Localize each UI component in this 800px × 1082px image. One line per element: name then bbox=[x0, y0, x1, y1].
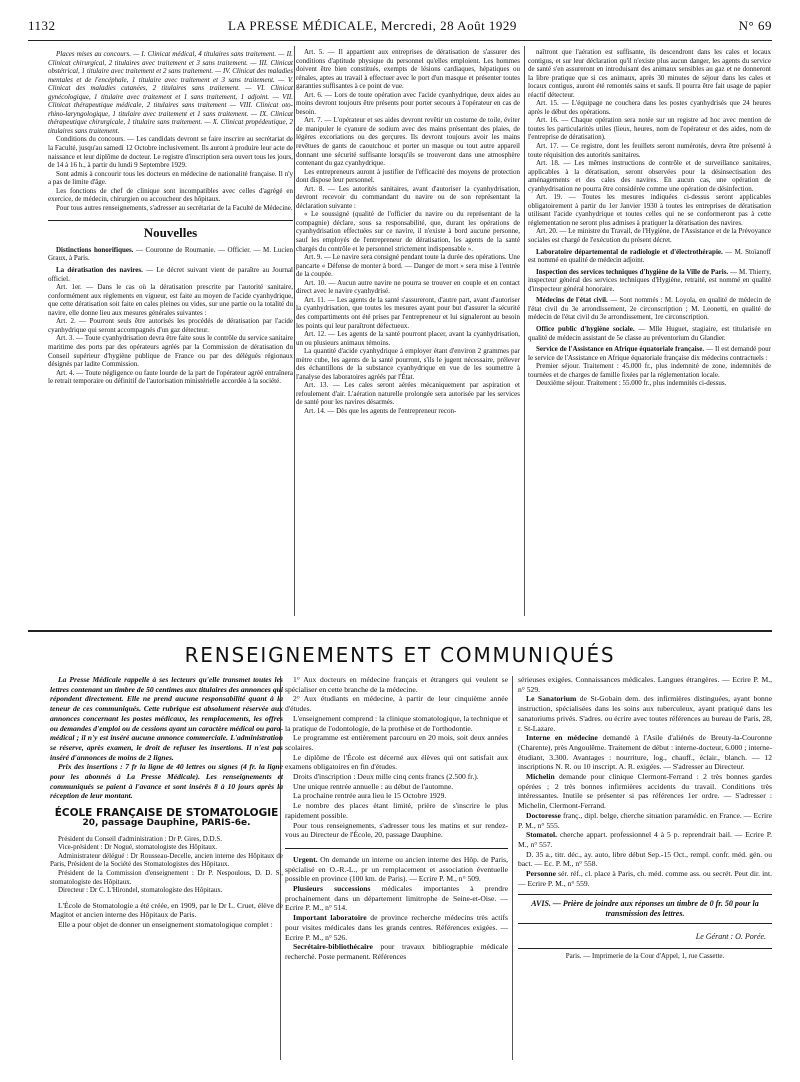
ad-text: franç., dipl. belge, cherche situation paramédic. en France. — Ecrire P. M., n° 555. bbox=[518, 810, 772, 830]
ad-heading: Plusieurs successions bbox=[293, 884, 371, 894]
column-divider bbox=[524, 46, 525, 616]
news-text: — Sont nommés : M. Loyola, en qualité de médecin de l'état civil du 3e arrondissement, 2e circonscription ; M. Leonetti, en qualité de médecin de l'état civil du 3e arrondissement, 1re circonscription. bbox=[528, 296, 771, 322]
paragraph: Pour tous renseignements, s'adresser tous les matins et sur rendez-vous au Directeur de l'École, 20, passage Dauphine. bbox=[285, 820, 508, 840]
column-middle bbox=[296, 48, 520, 628]
ad-heading: Michelin bbox=[526, 772, 555, 782]
paragraph: Elle a pour objet de donner un enseignement stomatologique complet : bbox=[58, 920, 273, 930]
news-heading: Médecins de l'état civil. bbox=[536, 296, 608, 305]
issue-number: N° 69 bbox=[738, 18, 772, 33]
page-header bbox=[28, 18, 772, 38]
column-left bbox=[48, 50, 293, 628]
ad-heading: Secrétaire-bibliothécaire bbox=[293, 942, 373, 952]
news-heading: Laboratoire départemental de radiologie et d'électrothérapie. bbox=[536, 247, 723, 256]
ad-heading: Doctoresse bbox=[526, 810, 561, 820]
ad-text: de province recherche médecins très actifs pour visites médicales dans les grands centres. Références exigées. — Ecrire P. M., n° 526. bbox=[285, 913, 508, 942]
article: Art. 1er. — Dans le cas où la dératisation prescrite par l'autorité sanitaire, conformément aux règlements en vigueur, est faite au moyen de l'acide cyanhydrique, que cette dératisation soit faite en cales pleines ou vides, sur une partie ou la totalité du navire, elle donne lieu aux mesures générales suivantes : bbox=[48, 283, 293, 317]
paragraph: L'enseignement comprend : la clinique stomatologique, la technique et la pratique de l'odontologie, de la prothèse et de l'orthodontie. bbox=[285, 713, 508, 733]
article: Art. 7. — L'opérateur et ses aides devront revêtir un costume de toile, éviter de manipuler le cyanure de sodium avec des mains présentant des plaies, de légères excoriations ou des gerçures. Ils devront toujours avoir les mains revêtues de gants de caoutchouc et porter un masque ou tout autre appareil donnant une sécurité suffisante lorsqu'ils se trouveront dans une atmosphère contenant du gaz cyanhydrique. bbox=[296, 116, 520, 168]
paragraph: Une unique rentrée annuelle : au début de l'automne. bbox=[293, 781, 454, 791]
paragraph: La prochaine rentrée aura lieu le 15 Octobre 1929. bbox=[293, 791, 447, 801]
article: naîtront que l'aération est suffisante, ils descendront dans les cales et locaux contigus, et sur leur déclaration qu'il n'existe plus aucun danger, les agents du service de santé s'en assureront en introduisant des animaux sensibles au gaz et ne donneront la libre pratique que si ces animaux, après 30 minutes de séjour dans les cales et locaux contigus, auront été remontés sains et saufs. Il pourra être fait usage de papier réactif détecteur. bbox=[528, 48, 771, 99]
article: Art. 16. — Chaque opération sera notée sur un registre ad hoc avec mention de toutes les particularités utiles (lieux, heures, nom de l'opérateur et des aides, nom de l'entreprise de dératisation). bbox=[528, 116, 771, 142]
staff-line: Directeur : Dr C. L'Hirondel, stomatologiste des Hôpitaux. bbox=[58, 886, 223, 895]
article: Art. 17. — Ce registre, dont les feuillets seront numérotés, devra être présenté à toute réquisition des autorités sanitaires. bbox=[528, 142, 771, 159]
paragraph: Places mises au concours. — I. Clinicat médical, 4 titulaires sans traitement. — II. Clinicat chirurgical, 2 titulaires avec traitement et 3 sans traitement. — III. Clinicat obstétrical, 1 titulaire avec traitement et 2 sans traitement. — IV. Clinicat des maladies mentales et de l'encéphale, 1 titulaire avec traitement et 3 sans traitement. — V. Clinicat des maladies cutanées, 2 titulaires sans traitement. — VI. Clinicat gynécologique, 1 titulaire avec traitement et 1 sans traitement, 1 adjoint. — VII. Clinicat thérapeutique médicale, 2 titulaires sans traitement — VIII. Clinicat oto-rhino-laryngologique, 1 titulaire avec traitement et 1 sans traitement. — IX. Clinicat thérapeutique chirurgicale, 1 titulaire sans traitement. — X. Clinicat propédeutique, 2 titulaires sans traitement. bbox=[48, 50, 293, 135]
paragraph: Sont admis à concourir tous les docteurs en médecine de nationalité française. Il n'y a pas de limite d'âge. bbox=[48, 169, 293, 187]
article: Art. 8. — Les autorités sanitaires, avant d'autoriser la cyanhydrisation, devront recevoir du commandant du navire ou de son représentant la déclaration suivante : bbox=[296, 184, 520, 210]
paragraph: Le diplôme de l'École est décerné aux élèves qui ont satisfait aux examens obligatoires en fin d'études. bbox=[285, 752, 508, 772]
ad-text: demande pour clinique Clermont-Ferrand : 2 très bonnes gardes opérées ; 2 très bonnes infirmières accidents du travail. Conditions très intéressantes. Inutile se présenter si pas références 1er ordre. — S'adresser : Michelin, Clermont-Ferrand. bbox=[518, 772, 772, 811]
school-address: 20, passage Dauphine, PARIS-6e. bbox=[82, 817, 251, 828]
ad-text: On demande un interne ou ancien interne des Hôp. de Paris, spécialisé en O.-R.-L., pr un remplacement et association éventuelle possible en province (100 km. de Paris). — Ecrire P. M., n° 509. bbox=[285, 854, 508, 884]
printer-imprint: Paris. — Imprimerie de la Cour d'Appel, 1, rue Cassette. bbox=[518, 948, 772, 962]
ad-text: pour travaux bibliographie médicale recherché. Poste permanent. Références bbox=[285, 942, 508, 961]
section-title-nouvelles: Nouvelles bbox=[48, 220, 293, 238]
article: Art. 4. — Toute négligence ou faute lourde de la part de l'opérateur agréé entraînera le retrait temporaire ou définitif de l'autorisation ministérielle accordée à la société. bbox=[48, 368, 293, 386]
ad-text: cherche appart. professionnel 4 à 5 p. reprendrait bail. — Ecrire P. M., n° 557. bbox=[518, 830, 772, 849]
news-heading: Office public d'hygiène sociale. bbox=[536, 324, 635, 333]
article: Art. 18. — Les mêmes instructions de contrôle et de surveillance sanitaires, applicables à la dératisation, seront observées pour la désinsectisation des aménagements et des cales des navires. En aucun cas, une opération de cyanhydrisation ne pourra être considérée comme une opération de désinfection. bbox=[528, 159, 771, 193]
ad-heading: Personne bbox=[526, 869, 556, 879]
paragraph: Deuxième séjour. Traitement : 55.000 fr., plus indemnités ci-dessus. bbox=[536, 379, 727, 388]
ad-text: médicales importantes à prendre prochainement dans un département limitrophe de Seine-et-Oise. — Ecrire P. M., n° 514. bbox=[285, 884, 508, 913]
header-rule bbox=[28, 40, 772, 41]
paragraph: Conditions du concours. — Les candidats devront se faire inscrire au secrétariat de la Faculté, jusqu'au samedi 12 Octobre inclusivement. Ils auront à produire leur acte de naissance et leur diplôme de docteur. Le registre d'inscription sera ouvert tous les jours, de 14 à 16 h., à partir du lundi 9 Septembre 1929. bbox=[48, 135, 293, 170]
paragraph: L'École de Stomatologie a été créée, en 1909, par le Dr L. Cruet, élève de Magitot et ancien interne des Hôpitaux de Paris. bbox=[50, 900, 283, 920]
article: Art. 19. — Toutes les mesures indiquées ci-dessus seront applicables obligatoirement à partir du 1er Janvier 1930 à toutes les entreprises de dératisation utilisant l'acide cyanhydrique et toutes celles qui ne se conformeront pas à cette réglementation ne seront plus admises à pratiquer la dératisation des navires. bbox=[528, 193, 771, 227]
news-heading: Distinctions honorifiques. bbox=[56, 245, 134, 254]
banner-title: RENSEIGNEMENTS ET COMMUNIQUÉS bbox=[184, 643, 616, 667]
lower-column-right bbox=[518, 675, 772, 961]
news-text: — M. Stoïanoff est nommé en qualité de médecin adjoint. bbox=[528, 247, 771, 265]
ad-heading: Le Sanatorium bbox=[526, 694, 577, 704]
ad-text: sér. réf., cl. place à Paris, ch. méd. comme ass. ou secrét. Peut dir. int. — Ecrire P. M., n° 559. bbox=[518, 869, 772, 888]
news-text: — Mlle Huguet, stagiaire, est titularisée en qualité de médecin assistant de 5e classe au préventorium du Glandier. bbox=[528, 324, 771, 342]
journal-title: LA PRESSE MÉDICALE, Mercredi, 28 Août 1929 bbox=[228, 18, 517, 33]
ad-text: sérieuses exigées. Connaissances médicales. Langues étrangères. — Ecrire P. M., n° 529. bbox=[518, 675, 772, 694]
column-right bbox=[528, 48, 771, 628]
staff-line: Administrateur délégué : Dr Rousseau-Decelle, ancien interne des Hôpitaux de Paris, Président de la Société des Stomatologistes des Hôpitaux. bbox=[50, 851, 283, 869]
column-divider bbox=[294, 46, 295, 616]
lower-column-left bbox=[50, 675, 283, 930]
news-text: — M. Thierry, inspecteur général des services techniques d'Hygiène, retraité, est nommé en qualité d'inspecteur général honoraire. bbox=[528, 267, 771, 293]
staff-line: Vice-président : Dr Nogué, stomatologiste des Hôpitaux. bbox=[58, 843, 217, 852]
news-text: — Le décret suivant vient de paraître au Journal officiel. bbox=[48, 266, 293, 283]
news-heading: La dératisation des navires. bbox=[56, 266, 143, 275]
news-heading: Service de l'Assistance en Afrique équatoriale française. bbox=[536, 345, 705, 354]
paragraph: Le programme est entièrement parcouru en 20 mois, soit deux années scolaires. bbox=[285, 733, 508, 752]
page-number: 1132 bbox=[28, 18, 56, 33]
ad-heading: Important laboratoire bbox=[293, 913, 367, 923]
notice-box: AVIS. — Prière de joindre aux réponses un timbre de 0 fr. 50 pour la transmission des lettres. bbox=[518, 894, 772, 923]
article: Art. 11. — Les agents de la santé s'assureront, d'autre part, avant d'autoriser la cyanhydrisation, que toutes les mesures ayant pour but d'assurer la sécurité des compartiments ont été prises par l'entrepreneur et lui signaleront au besoin les points qui leur paraîtront défectueux. bbox=[296, 295, 520, 330]
ad-heading: Interne en médecine bbox=[526, 733, 598, 743]
paragraph: Le nombre des places étant limité, prière de s'inscrire le plus rapidement possible. bbox=[285, 801, 508, 820]
article: Art. 14. — Dès que les agents de l'entrepreneur recon- bbox=[304, 406, 457, 415]
column-divider bbox=[512, 676, 513, 1060]
article: « Le soussigné (qualité de l'officier du navire ou du représentant de la compagnie) déclare, sous sa responsabilité, que, durant les opérations de cyanhydrisation effectuées sur ce navire, il n'existe à bord aucune personne, sauf les employés de l'entrepreneur de dératisation, les agents de la santé chargés du contrôle et le personnel strictement indispensable ». bbox=[296, 210, 520, 253]
ad-text: de St-Gobain dem. des infirmières distinguées, ayant bonne instruction, spécialisées dans les soins aux tuberculeux, ayant pratiqué dans les sanatoriums privés. S'adres. ou écrire avec toutes références au bureau de Paris, 28, r. St-Lazare. bbox=[518, 694, 772, 733]
paragraph: Les fonctions de chef de clinique sont incompatibles avec celles d'agrégé en exercice, de médecin, chirurgien ou accoucheur des hôpitaux. bbox=[48, 186, 293, 204]
article: Art. 15. — L'équipage ne couchera dans les postes cyanhydrisés que 24 heures après le début des opérations. bbox=[528, 99, 771, 116]
ad-text: D. 35 a., titr. déc., ay. auto, libre début Sep.-15 Oct., rempl. confr. méd. gén. ou bact. — Ec. P. M., n° 558. bbox=[518, 849, 772, 869]
notice-intro: La Presse Médicale rappelle à ses lecteurs qu'elle transmet toutes les lettres contenant un timbre de 50 centimes aux titulaires des annonces qui répondent directement. Elle ne prend aucune responsabilité quant à la teneur de ces communiqués. Cette rubrique est absolument réservée aux annonces concernant les postes médicaux, les remplacements, les offres ou demandes d'emploi ou de cessions ayant un caractère médical ou para-médical ; il n'y est inséré aucune annonce commerciale. L'administration se réserve, après examen, le droit de refuser les insertions. Il n'est pas inséré d'annonces de moins de 2 lignes. bbox=[50, 675, 283, 762]
paragraph: 1° Aux docteurs en médecine français et étrangers qui veulent se spécialiser en cette branche de la médecine. bbox=[285, 675, 508, 694]
article: La quantité d'acide cyanhydrique à employer étant d'environ 2 grammes par mètre cube, les agents de la santé pourront, s'ils le jugent nécessaire, prélever des échantillons de la substance cyanhydrique en vue de les soumettre à l'analyse des laboratoires agréés par l'État. bbox=[296, 347, 520, 381]
article: Art. 9. — Le navire sera consigné pendant toute la durée des opérations. Une pancarte « Défense de monter à bord. — Danger de mort » sera mise à l'entrée de la coupée. bbox=[296, 253, 520, 279]
news-text: — Il est demandé pour le service de l'Assistance en Afrique équatoriale française dix médecins contractuels : bbox=[528, 345, 771, 362]
divider bbox=[285, 848, 508, 849]
article: Art. 10. — Aucun autre navire ne pourra se trouver en couple et en contact direct avec le navire cyanhydrisé. bbox=[296, 278, 520, 296]
staff-line: Président du Conseil d'administration : Dr P. Gires, D.D.S. bbox=[58, 834, 223, 843]
paragraph: Pour tous autres renseignements, s'adresser au secrétariat de la Faculté de Médecine. bbox=[56, 203, 293, 212]
manager-signature: Le Gérant : O. Porée. bbox=[695, 931, 766, 941]
paragraph: Premier séjour. Traitement : 45.000 fr., plus indemnité de zone, indemnités de tournées et de charges de famille fixées par la réglementation locale. bbox=[528, 362, 771, 379]
ad-heading: Stomatol. bbox=[526, 830, 558, 840]
section-rule bbox=[28, 630, 772, 632]
article: Art. 3. — Toute cyanhydrisation devra être faite sous le contrôle du service sanitaire maritime des ports par des opérateurs agréés par la Commission de dératisation du Conseil supérieur d'hygiène publique de France ou par des délégués régionaux désignés par ladite Commission. bbox=[48, 334, 293, 369]
paragraph: Droits d'inscription : Deux mille cinq cents francs (2.500 fr.). bbox=[293, 772, 479, 782]
article: Art. 2. — Pourront seuls être autorisés les procédés de dératisation par l'acide cyanhydrique qui seront accompagnés d'un gaz détecteur. bbox=[48, 317, 293, 334]
lower-column-middle bbox=[285, 675, 508, 962]
paragraph: 2° Aux étudiants en médecine, à partir de leur cinquième année d'études. bbox=[285, 694, 508, 714]
notice-prices: Prix des insertions : 7 fr la ligne de 40 lettres ou signes (4 fr. la ligne pour les abonnés à La Presse Médicale). Les renseignements et communiqués se paient à l'avance et sont insérés 8 à 10 jours après la réception de leur montant. bbox=[50, 762, 283, 801]
staff-line: Président de la Commission d'enseignement : Dr P. Nespoulous, D. D. S., stomatologiste des Hôpitaux. bbox=[50, 868, 283, 886]
article: Art. 5. — Il appartient aux entreprises de dératisation de s'assurer des conditions d'aptitude physique du personnel qu'elles emploient. Les hommes doivent être bien constitués, exempts de lésions cardiaques, hépatiques ou rénales, aptes au travail à effectuer avec le port d'un masque et présenter toutes garanties suffisantes à ce point de vue. bbox=[296, 48, 520, 91]
news-heading: Inspection des services techniques d'hygiène de la Ville de Paris. bbox=[536, 267, 729, 276]
article: Art. 6. — Lors de toute opération avec l'acide cyanhydrique, deux aides au moins devront toujours être présents pour porter secours à l'opérateur en cas de besoin. bbox=[296, 90, 520, 116]
article: Art. 12. — Les agents de la santé pourront placer, avant la cyanhydrisation, un ou plusieurs animaux témoins. bbox=[296, 330, 520, 347]
article: Art. 13. — Les cales seront aérées mécaniquement par aspiration et refoulement d'air. L'aération naturelle prolongée sera autorisée par les services de santé pour les navires désarmés. bbox=[296, 381, 520, 407]
ad-heading: Urgent. bbox=[293, 854, 318, 864]
article: Art. 20. — Le ministre du Travail, de l'Hygiène, de l'Assistance et de la Prévoyance sociales est chargé de l'exécution du présent décret. bbox=[528, 227, 771, 245]
article: Les entrepreneurs auront à justifier de l'efficacité des moyens de protection dont dispose leur personnel. bbox=[296, 167, 520, 185]
news-text: — Couronne de Roumanie. — Officier. — M. Lucien Graux, à Paris. bbox=[48, 245, 293, 263]
school-title: ÉCOLE FRANÇAISE DE STOMATOLOGIE bbox=[54, 807, 279, 820]
ad-text: demandé à l'Asile d'aliénés de Breuty-la-Couronne (Charente), près Angoulême. Traitement de début : interne-docteur, 6.000 ; interne-étudiant, 3.300. Avantages : nourriture, log., chauff., éclair., blanch. — 12 inscriptions N. R. ou 10 inscript. A. R. exigées. — S'adresser au Directeur. bbox=[518, 733, 772, 772]
